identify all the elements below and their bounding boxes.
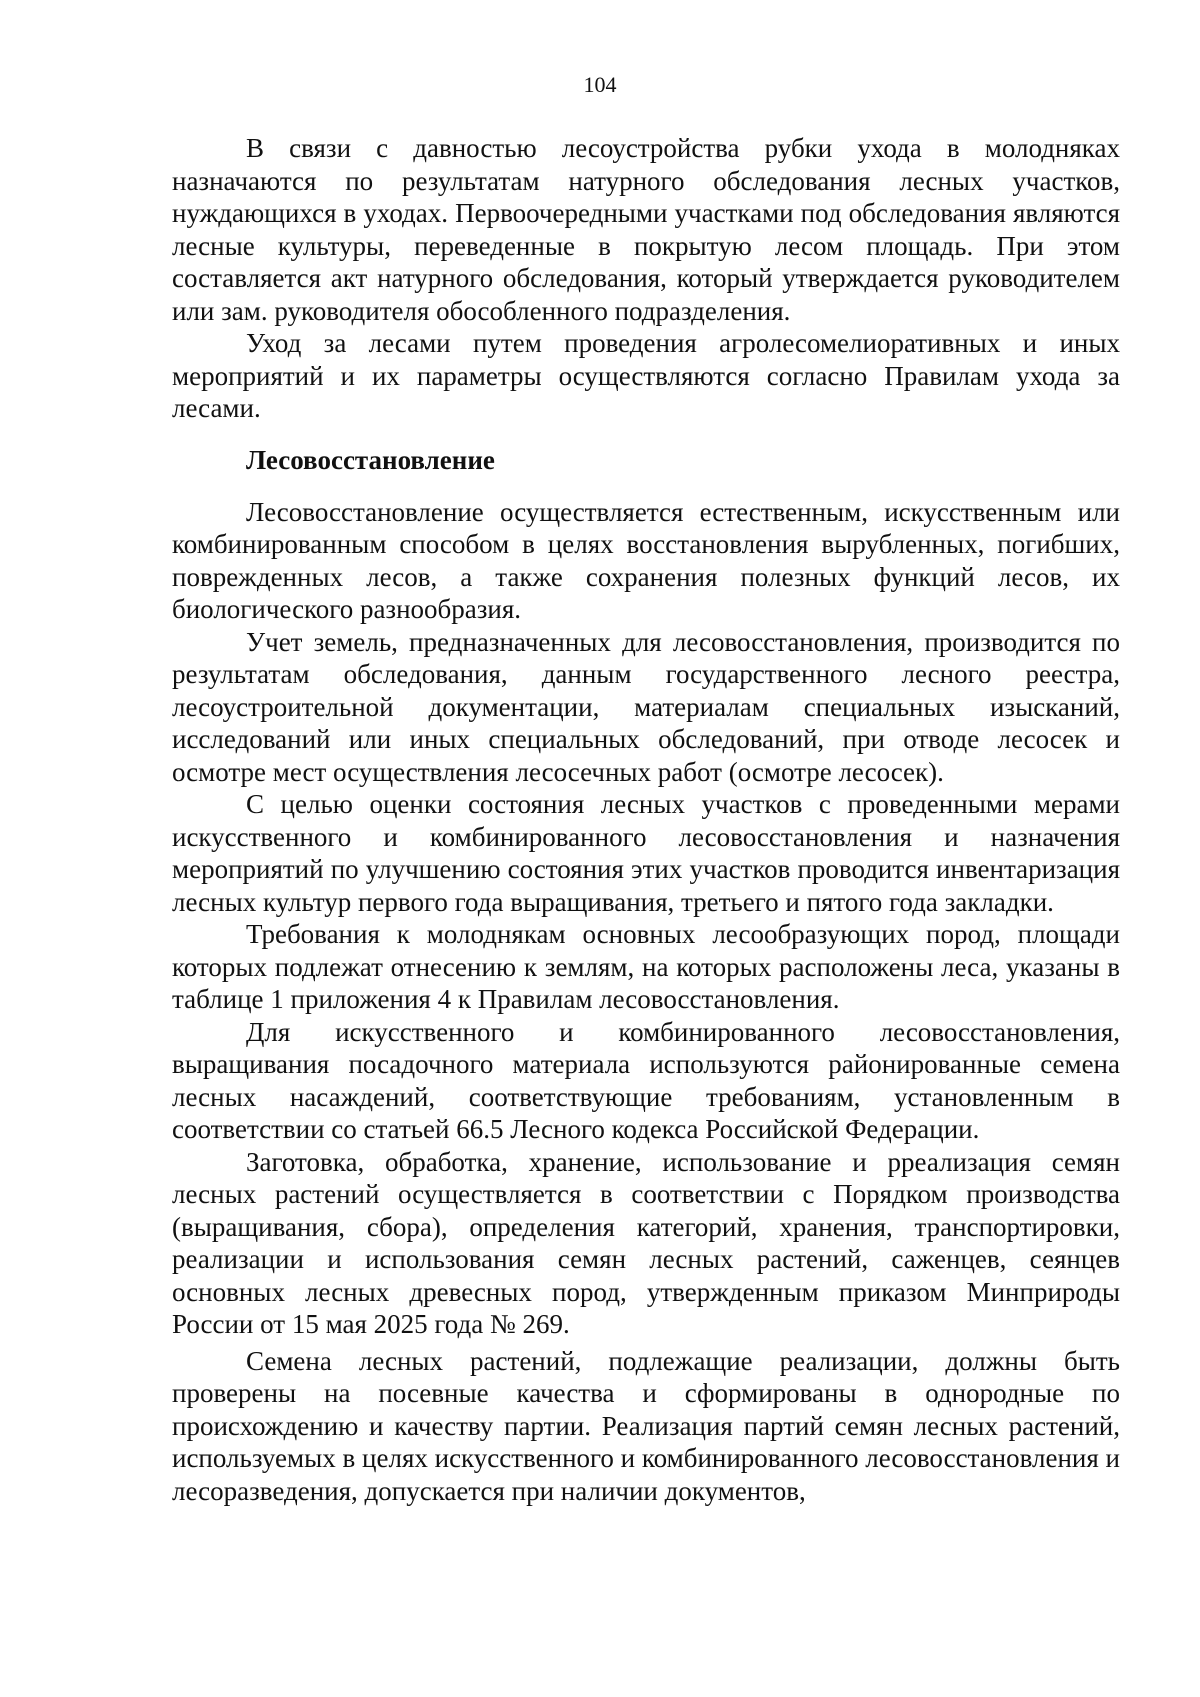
- paragraph: Лесовосстановление осуществляется естественным, искусственным или комбинированным способом в целях восстановления вырубленных, погибших, поврежденных лесов, а также сохранения полезных функций лесов, их биологического разнообразия.: [172, 496, 1120, 624]
- section-heading: Лесовосстановление: [246, 444, 495, 475]
- paragraph: В связи с давностью лесоустройства рубки ухода в молодняках назначаются по результатам натурного обследования лесных участков, нуждающихся в уходах. Первоочередными участками под обследования являются лесные культуры, переведенные в покрытую лесом площадь. При этом составляется акт натурного обследования, который утверждается руководителем или зам. руководителя обособленного подразделения.: [172, 133, 1120, 326]
- paragraph: С целью оценки состояния лесных участков с проведенными мерами искусственного и комбинированного лесовосстановления и назначения мероприятий по улучшению состояния этих участков проводится инвентаризация лесных культур первого года выращивания, третьего и пятого года закладки.: [172, 789, 1120, 917]
- paragraph: Заготовка, обработка, хранение, использование и рреализация семян лесных растений осуществляется в соответствии с Порядком производства (выращивания, сбора), определения категорий, хранения, транспортировки, реализации и использования семян лесных растений, саженцев, сеянцев основных лесных древесных пород, утвержденным приказом Минприроды России от 15 мая 2025 года № 269.: [172, 1146, 1120, 1339]
- paragraph: Семена лесных растений, подлежащие реализации, должны быть проверены на посевные качества и сформированы в однородные по происхождению и качеству партии. Реализация партий семян лесных растений, используемых в целях искусственного и комбинированного лесовосстановления и лесоразведения, допускается при наличии документов,: [172, 1345, 1120, 1506]
- page-number: 104: [583, 72, 617, 97]
- document-body: [172, 132, 1120, 1507]
- paragraph: Требования к молоднякам основных лесообразующих пород, площади которых подлежат отнесению к землям, на которых расположены леса, указаны в таблице 1 приложения 4 к Правилам лесовосстановления.: [172, 919, 1120, 1014]
- paragraph: Уход за лесами путем проведения агролесомелиоративных и иных мероприятий и их параметры осуществляются согласно Правилам ухода за лесами.: [172, 328, 1120, 423]
- paragraph: Для искусственного и комбинированного лесовосстановления, выращивания посадочного материала используются районированные семена лесных насаждений, соответствующие требованиям, установленным в соответствии со статьей 66.5 Лесного кодекса Российской Федерации.: [172, 1016, 1120, 1144]
- paragraph: Учет земель, предназначенных для лесовосстановления, производится по результатам обследования, данным государственного лесного реестра, лесоустроительной документации, материалам специальных изысканий, исследований или иных специальных обследований, при отводе лесосек и осмотре мест осуществления лесосечных работ (осмотре лесосек).: [172, 626, 1120, 787]
